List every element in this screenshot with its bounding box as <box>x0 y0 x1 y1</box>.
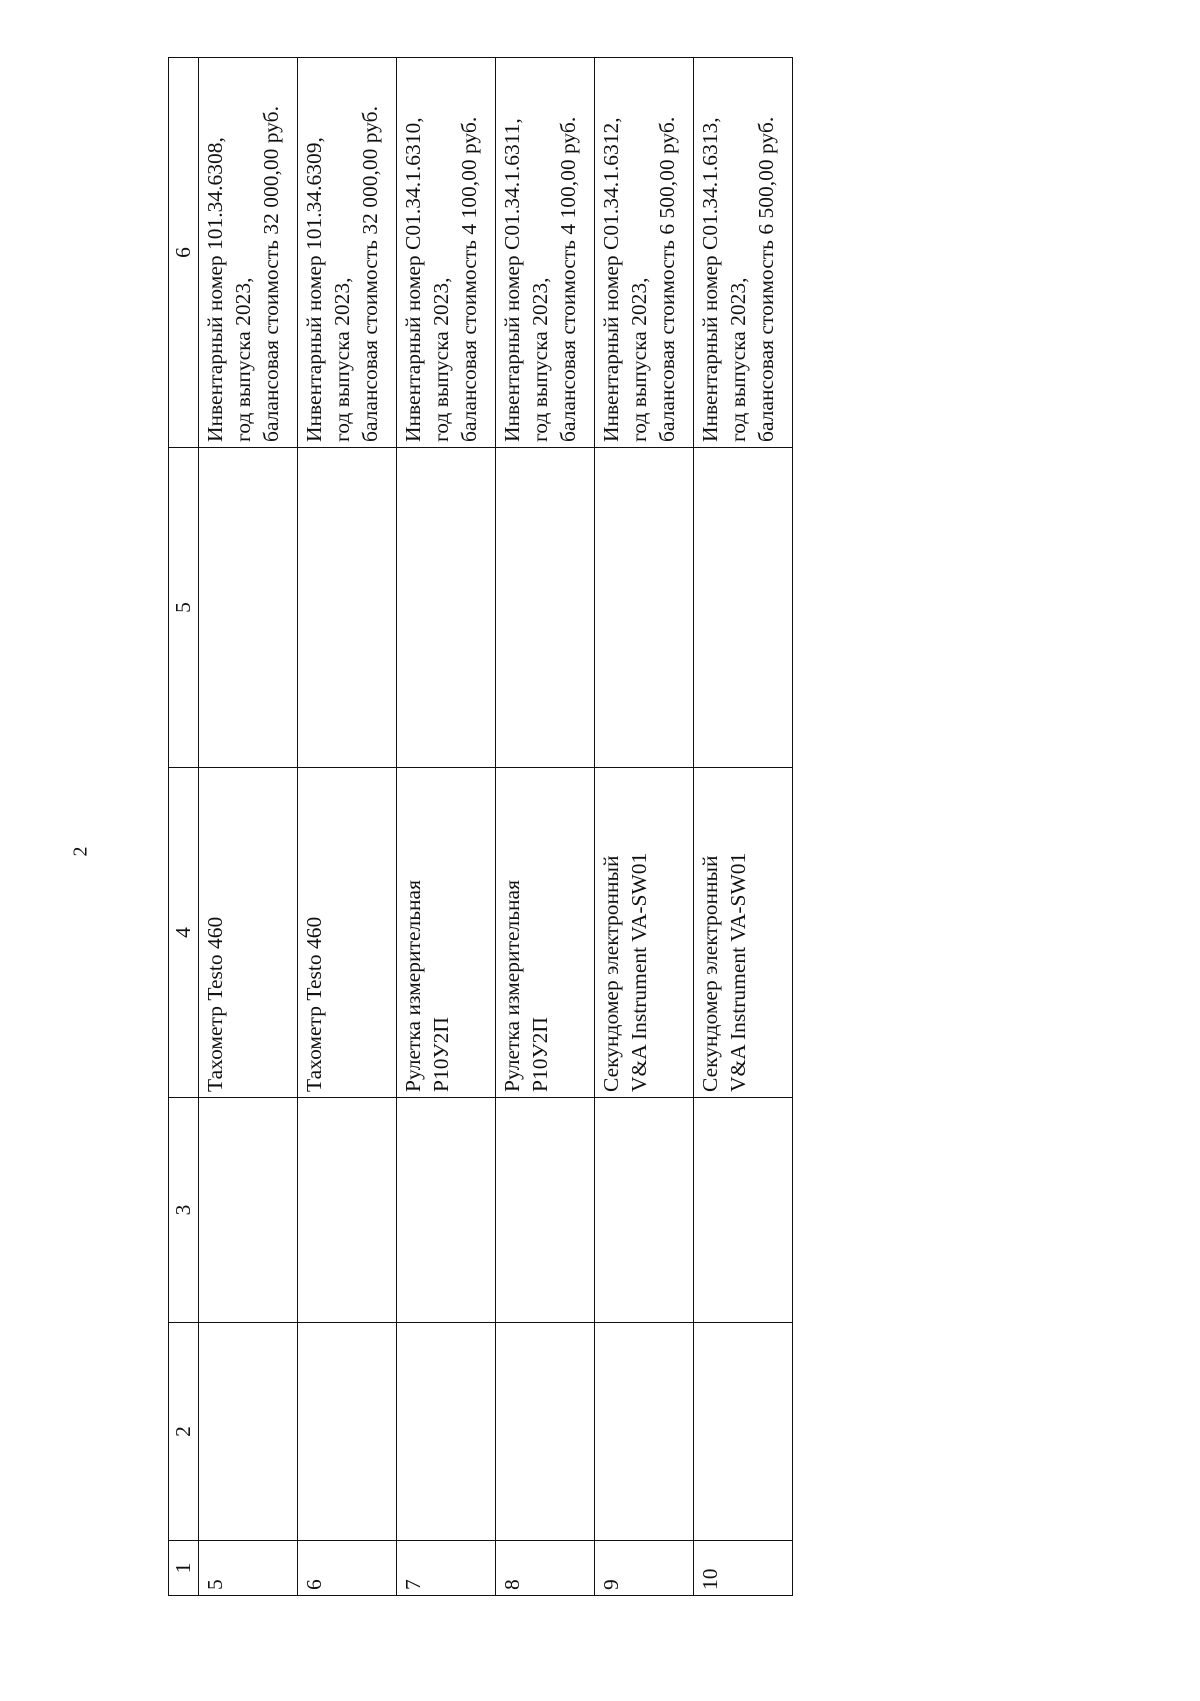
row-number: 6 <box>298 1541 397 1596</box>
empty-cell <box>496 448 595 768</box>
inventory-number-line: Инвентарный номер С01.34.1.6311, <box>500 118 524 442</box>
item-name-line: Секундомер электронный <box>698 855 722 1092</box>
book-value-line: балансовая стоимость 4 100,00 руб. <box>456 116 481 442</box>
release-year-line: год выпуска 2023, <box>725 277 750 442</box>
table-container <box>168 58 793 1596</box>
empty-cell <box>199 1098 298 1323</box>
empty-cell <box>694 1098 793 1323</box>
item-name-cell <box>397 768 496 1098</box>
empty-cell <box>298 448 397 768</box>
item-name-line: Секундомер электронный <box>599 855 623 1092</box>
release-year-line: год выпуска 2023, <box>230 277 255 442</box>
item-name-cell <box>298 768 397 1098</box>
book-value-line: балансовая стоимость 6 500,00 руб. <box>753 116 778 442</box>
table-row <box>694 58 793 1596</box>
empty-cell <box>694 1323 793 1541</box>
row-number: 9 <box>595 1541 694 1596</box>
empty-cell <box>496 1098 595 1323</box>
table-rotation <box>168 58 793 1596</box>
empty-cell <box>496 1323 595 1541</box>
inventory-number-line: Инвентарный номер С01.34.1.6313, <box>698 117 722 442</box>
column-header: 3 <box>169 1098 199 1323</box>
row-number: 10 <box>694 1541 793 1596</box>
table-row <box>298 58 397 1596</box>
empty-cell <box>397 448 496 768</box>
release-year-line: год выпуска 2023, <box>626 277 651 442</box>
book-value-line: балансовая стоимость 4 100,00 руб. <box>555 116 580 442</box>
item-model-line: Р10У2П <box>428 1017 453 1092</box>
item-info-cell <box>397 58 496 448</box>
release-year-line: год выпуска 2023, <box>527 277 552 442</box>
item-name-cell <box>496 768 595 1098</box>
item-name-cell <box>595 768 694 1098</box>
item-name-line: Тахометр Testo 460 <box>302 916 326 1092</box>
item-model-line: V&A Instrument VA-SW01 <box>725 852 750 1092</box>
item-info-cell <box>496 58 595 448</box>
column-header: 4 <box>169 768 199 1098</box>
book-value-line: балансовая стоимость 32 000,00 руб. <box>258 106 283 442</box>
item-info-cell <box>298 58 397 448</box>
row-number: 7 <box>397 1541 496 1596</box>
item-info-cell <box>694 58 793 448</box>
inventory-number-line: Инвентарный номер С01.34.1.6312, <box>599 117 623 442</box>
table-header-row <box>169 58 199 1596</box>
item-info-cell <box>595 58 694 448</box>
column-header: 5 <box>169 448 199 768</box>
inventory-number-line: Инвентарный номер 101.34.6308, <box>203 137 227 442</box>
column-header: 1 <box>169 1541 199 1596</box>
empty-cell <box>298 1098 397 1323</box>
empty-cell <box>694 448 793 768</box>
item-info-cell <box>199 58 298 448</box>
item-name-cell <box>694 768 793 1098</box>
book-value-line: балансовая стоимость 32 000,00 руб. <box>357 106 382 442</box>
item-name-cell <box>199 768 298 1098</box>
column-header: 2 <box>169 1323 199 1541</box>
empty-cell <box>199 448 298 768</box>
table-row <box>397 58 496 1596</box>
release-year-line: год выпуска 2023, <box>329 277 354 442</box>
page-number: 2 <box>69 846 92 857</box>
empty-cell <box>397 1098 496 1323</box>
item-name-line: Рулетка измерительная <box>500 880 524 1092</box>
empty-cell <box>595 1323 694 1541</box>
table-row <box>496 58 595 1596</box>
row-number: 8 <box>496 1541 595 1596</box>
item-name-line: Тахометр Testo 460 <box>203 916 227 1092</box>
release-year-line: год выпуска 2023, <box>428 277 453 442</box>
table-row <box>595 58 694 1596</box>
item-name-line: Рулетка измерительная <box>401 880 425 1092</box>
empty-cell <box>397 1323 496 1541</box>
empty-cell <box>595 1098 694 1323</box>
empty-cell <box>298 1323 397 1541</box>
row-number: 5 <box>199 1541 298 1596</box>
item-model-line: V&A Instrument VA-SW01 <box>626 852 651 1092</box>
empty-cell <box>595 448 694 768</box>
inventory-number-line: Инвентарный номер С01.34.1.6310, <box>401 117 425 442</box>
item-model-line: Р10У2П <box>527 1017 552 1092</box>
table-row <box>199 58 298 1596</box>
book-value-line: балансовая стоимость 6 500,00 руб. <box>654 116 679 442</box>
column-header: 6 <box>169 58 199 448</box>
inventory-table <box>168 57 793 1596</box>
inventory-number-line: Инвентарный номер 101.34.6309, <box>302 137 326 442</box>
empty-cell <box>199 1323 298 1541</box>
